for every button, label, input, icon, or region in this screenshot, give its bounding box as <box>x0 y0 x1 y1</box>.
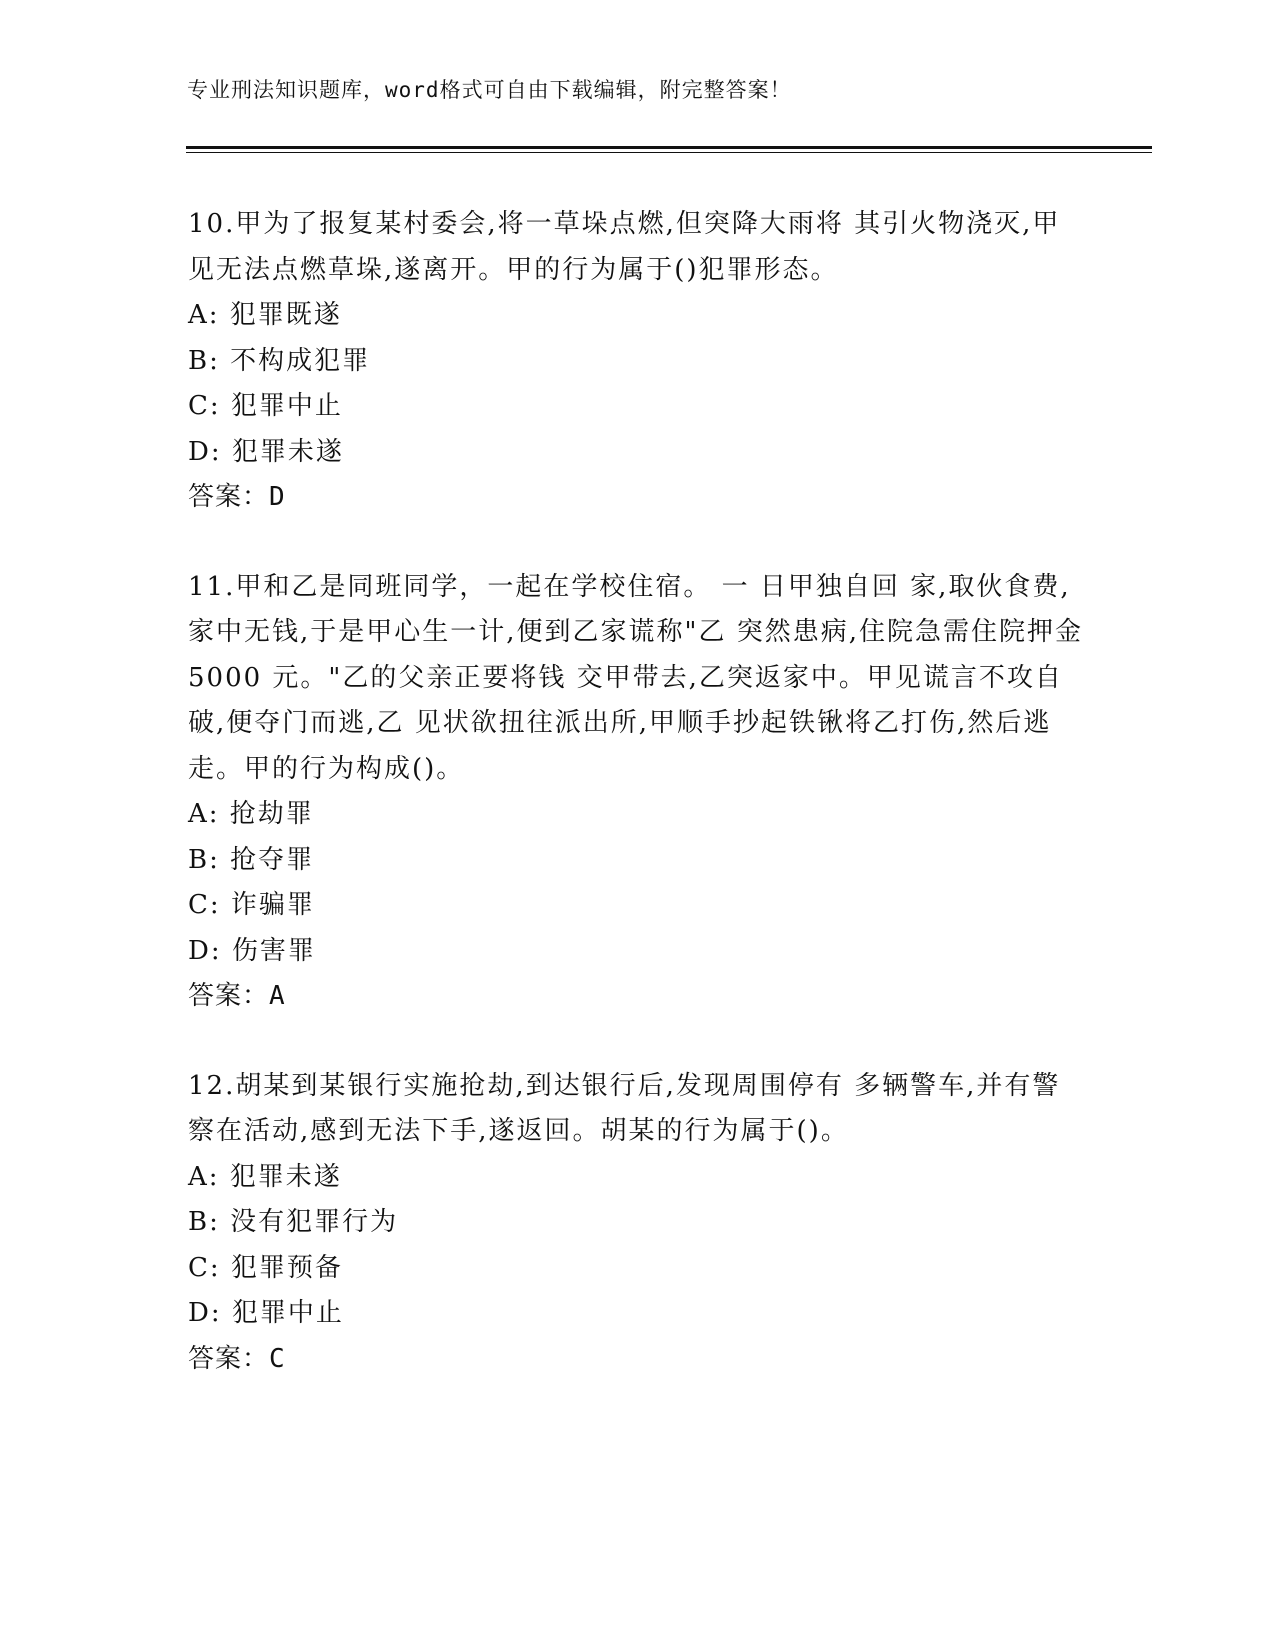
option-b: B: 抢夺罪 <box>188 844 315 875</box>
option-d: D: 犯罪中止 <box>188 1298 344 1328</box>
option-c: C: 犯罪预备 <box>188 1252 343 1283</box>
question-12 <box>188 1064 1088 1383</box>
option-c: C: 犯罪中止 <box>188 391 343 421</box>
option-b: B: 不构成犯罪 <box>188 345 371 376</box>
page-header: 专业刑法知识题库，word格式可自由下载编辑，附完整答案！ <box>187 78 792 102</box>
option-a: A: 犯罪既遂 <box>188 300 342 330</box>
answer-line <box>188 475 1088 521</box>
question-text: 10.甲为了报复某村委会,将一草垛点燃,但突降大雨将 其引火物浇灭,甲见无法点燃草垛,遂离开。甲的行为属于()犯罪形态。 <box>188 209 1061 285</box>
answer-value: A <box>269 981 286 1011</box>
answer-line <box>188 974 1088 1020</box>
answer-label: 答案： <box>188 981 270 1011</box>
question-10 <box>188 202 1088 521</box>
question-text: 11.甲和乙是同班同学，一起在学校住宿。 一 日甲独自回 家,取伙食费,家中无钱,于是甲心生一计,便到乙家谎称"乙 突然患病,住院急需住院押金5000 元。"乙的父亲正要将钱 交甲带去,乙突返家中。甲见谎言不攻自破,便夺门而逃,乙 见状欲扭往派出所,甲顺手抄起铁锹将乙打伤,然后逃走。甲的行为构成()。 <box>188 571 1084 784</box>
answer-value: D <box>269 482 286 512</box>
option-a: A: 抢劫罪 <box>188 799 314 829</box>
answer-value: C <box>269 1343 286 1374</box>
question-text: 12.胡某到某银行实施抢劫,到达银行后,发现周围停有 多辆警车,并有警察在活动,感到无法下手,遂返回。胡某的行为属于()。 <box>188 1070 1061 1146</box>
option-c: C: 诈骗罪 <box>188 890 315 920</box>
question-11 <box>188 565 1088 1020</box>
option-b: B: 没有犯罪行为 <box>188 1207 399 1237</box>
option-d: D: 犯罪未遂 <box>188 436 344 467</box>
header-rule-thick <box>186 146 1152 149</box>
question-list <box>188 202 1088 1426</box>
header-rule-thin <box>186 152 1152 153</box>
answer-label: 答案： <box>188 482 270 512</box>
option-a: A: 犯罪未遂 <box>188 1161 342 1192</box>
option-d: D: 伤害罪 <box>188 935 316 966</box>
answer-line <box>188 1337 1088 1383</box>
answer-label: 答案： <box>188 1343 270 1374</box>
